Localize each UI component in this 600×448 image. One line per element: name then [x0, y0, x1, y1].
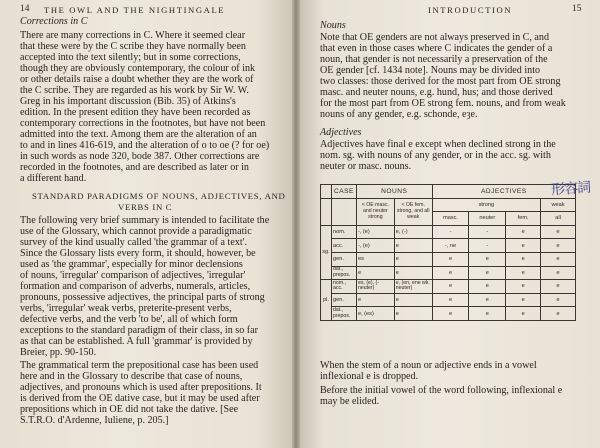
text-line: or other details raise a doubt whether they are the work of [20, 74, 254, 85]
table-row [321, 280, 576, 294]
table-cell: -, (e) [356, 225, 394, 239]
table-row [321, 239, 576, 253]
table-cell: e [432, 252, 469, 266]
table-cell: e, (en, ene wk. neuter) [394, 280, 432, 294]
table-cell: e [506, 280, 541, 294]
right-page [300, 0, 600, 448]
text-line: formation and comparison of adverbs, numerals, articles, [20, 281, 251, 292]
text-line: Before the initial vowel of the word following, inflexional e [320, 385, 563, 396]
text-line: use of the Glossary, which cannot provide a paradigmatic [20, 226, 252, 237]
table-cell: e [506, 252, 541, 266]
section-heading-cont: VERBS IN C [118, 202, 173, 212]
header-all: all [541, 212, 576, 226]
table-row [321, 252, 576, 266]
text-line: two classes: those derived for the most part from OE strong [320, 76, 561, 87]
table-cell [321, 185, 332, 199]
table-cell: e [394, 252, 432, 266]
table-cell: e, (-) [394, 225, 432, 239]
text-line: survey of the kind usually called 'the grammar of a text'. [20, 237, 248, 248]
text-line: Adjectives have final e except when declined strong in the [320, 139, 556, 150]
text-line: When the stem of a noun or adjective ends in a vowel [320, 360, 537, 371]
table-cell: e [432, 266, 469, 280]
table-cell: e [469, 280, 506, 294]
header-weak: weak [541, 198, 576, 212]
table-cell: e [469, 293, 506, 307]
text-line: OE gender [cf. 1434 note]. Nouns may be divided into [320, 65, 541, 76]
number-label-pl: pl. [321, 280, 332, 321]
table-cell: - [469, 239, 506, 253]
table-cell: e, (es) [356, 307, 394, 321]
case-cell: gen. [331, 293, 356, 307]
table-cell: e [541, 239, 576, 253]
table-cell: e [506, 266, 541, 280]
header-oe-fem-weak: < OE fem. strong, and all weak [394, 198, 432, 225]
text-line: nom. sg. with nouns of any gender, or in the acc. sg. with [320, 150, 551, 161]
left-page [0, 0, 292, 448]
table-cell: e [469, 266, 506, 280]
text-line: Note that OE genders are not always preserved in C, and [320, 32, 549, 43]
table-cell: es, (e), (- neuter) [356, 280, 394, 294]
table-cell: - [469, 225, 506, 239]
text-line: There are many corrections in C. Where it seemed clear [20, 30, 246, 41]
case-cell: dat., prepos. [331, 307, 356, 321]
table-header-row [321, 185, 576, 199]
text-line: nouns of any gender, e.g. schonde, eȝe. [320, 109, 478, 120]
table-cell: e [506, 293, 541, 307]
text-line: exceptions to the standard paradigm of their class, in so far [20, 325, 258, 336]
text-line: that even in those cases where C indicates the gender of a [320, 43, 553, 54]
text-line: S.T.R.O. d'Ardenne, Iuliene, p. 205.] [20, 415, 169, 426]
table-cell: e [541, 225, 576, 239]
table-cell: e [541, 266, 576, 280]
table-cell: - [432, 225, 469, 239]
table-cell: e [432, 280, 469, 294]
table-cell: e [469, 307, 506, 321]
text-line: inflexional e is dropped. [320, 371, 419, 382]
text-line: to and in lines 416-619, and the alteration of o to oe (? for oe) [20, 140, 270, 151]
table-row [321, 266, 576, 280]
table-cell: e [506, 239, 541, 253]
case-cell: acc. [331, 239, 356, 253]
text-line: for the most part from OE strong fem. nouns, and from weak [320, 98, 566, 109]
handwritten-annotation: 形容詞 [550, 179, 591, 199]
section-title: Corrections in C [20, 16, 88, 27]
table-cell: e [541, 293, 576, 307]
page-number: 15 [572, 4, 582, 14]
table-cell: e [394, 307, 432, 321]
table-cell: e [394, 293, 432, 307]
table-cell: e [541, 307, 576, 321]
text-line: Breier, pp. 90-150. [20, 347, 97, 358]
text-line: that these were by the C scribe they have normally been [20, 41, 246, 52]
text-line: as that can be established. A full 'grammar' is provided by [20, 336, 253, 347]
table-row [321, 225, 576, 239]
text-line: accepted into the text silently; but in some corrections, [20, 52, 241, 63]
text-line: admitted into the text. Among them are the alteration of an [20, 129, 257, 140]
table-cell: e [541, 252, 576, 266]
table-cell: e [432, 293, 469, 307]
table-cell: e [394, 239, 432, 253]
text-line: pronouns, possessive adjectives, the principal parts of strong [20, 292, 265, 303]
text-line: is derived from the OE dative case, but it may be used after [20, 393, 260, 404]
text-line: may be elided. [320, 396, 380, 407]
text-line: used as 'the grammar', especially for minor declensions [20, 259, 243, 270]
text-line: noun, that gender is not necessarily a preservation of the [320, 54, 548, 65]
table-cell: e [394, 266, 432, 280]
text-line: here and in the Glossary to describe that case of nouns, [20, 371, 243, 382]
text-line: contemporary corrections in the footnotes, but have not been [20, 118, 266, 129]
table-cell: e [356, 266, 394, 280]
header-fem: fem. [506, 212, 541, 226]
header-adjectives: ADJECTIVES [432, 185, 575, 199]
header-oe-masc-neuter: < OE masc. and neuter strong [356, 198, 394, 225]
table-cell: es [356, 252, 394, 266]
text-line: recorded in the footnotes, and are described as later or in [20, 162, 249, 173]
table-cell: e [469, 252, 506, 266]
text-line: the C scribe. They are regarded as his work by Sir W. W. [20, 85, 249, 96]
text-line: prepositions which in OE did not take the dative. [See [20, 404, 239, 415]
text-line: neuter or masc. nouns. [320, 161, 412, 172]
table-cell [331, 198, 356, 225]
page-number: 14 [20, 4, 30, 14]
text-line: though they are obviously contemporary, the colour of ink [20, 63, 256, 74]
table-row [321, 293, 576, 307]
text-line: Greg in his important discussion (Bib. 35) of Atkins's [20, 96, 236, 107]
case-cell: dat., prepos. [331, 266, 356, 280]
table-cell [321, 198, 332, 225]
text-line: verbs, 'irregular' weak verbs, preterite-present verbs, [20, 303, 232, 314]
table-cell: e [506, 225, 541, 239]
table-cell: -, ne [432, 239, 469, 253]
paradigm-table [320, 184, 576, 321]
text-line: The grammatical term the prepositional case has been used [20, 360, 259, 371]
header-case: CASE [331, 185, 356, 199]
table-subheader-row [321, 198, 576, 212]
header-strong: strong [432, 198, 540, 212]
table-cell: e [356, 293, 394, 307]
header-masc: masc. [432, 212, 469, 226]
table-row [321, 307, 576, 321]
case-cell: nom., acc. [331, 280, 356, 294]
text-line: of nouns, 'irregular' comparison of adjectives, 'irregular' [20, 270, 246, 281]
section-heading: STANDARD PARADIGMS OF NOUNS, ADJECTIVES, AND [32, 191, 286, 201]
text-line: adjectives, and pronouns which is used after prepositions. It [20, 382, 262, 393]
text-line: Since the Glossary lists every form, it should, however, be [20, 248, 256, 259]
text-line: defective verbs, and the verb 'to be', all of which form [20, 314, 238, 325]
text-line: edition. In the present edition they have been recorded as [20, 107, 251, 118]
table-cell: e [432, 307, 469, 321]
running-head: INTRODUCTION [428, 5, 513, 15]
adjectives-title: Adjectives [320, 127, 362, 138]
table-cell: e [541, 280, 576, 294]
running-head: THE OWL AND THE NIGHTINGALE [44, 5, 226, 15]
text-line: masc. and neuter nouns, e.g. hund, hus; and those derived [320, 87, 553, 98]
table-cell: -, (e) [356, 239, 394, 253]
text-line: in such words as node 320, bode 387. Other corrections are [20, 151, 260, 162]
table-cell: e [506, 307, 541, 321]
text-line: The following very brief summary is intended to facilitate the [20, 215, 270, 226]
case-cell: gen. [331, 252, 356, 266]
book-gutter [292, 0, 300, 448]
header-neuter: neuter [469, 212, 506, 226]
nouns-title: Nouns [320, 20, 346, 31]
case-cell: nom. [331, 225, 356, 239]
text-line: a different hand. [20, 173, 87, 184]
header-nouns: NOUNS [356, 185, 432, 199]
number-label-sg: sg. [321, 225, 332, 279]
